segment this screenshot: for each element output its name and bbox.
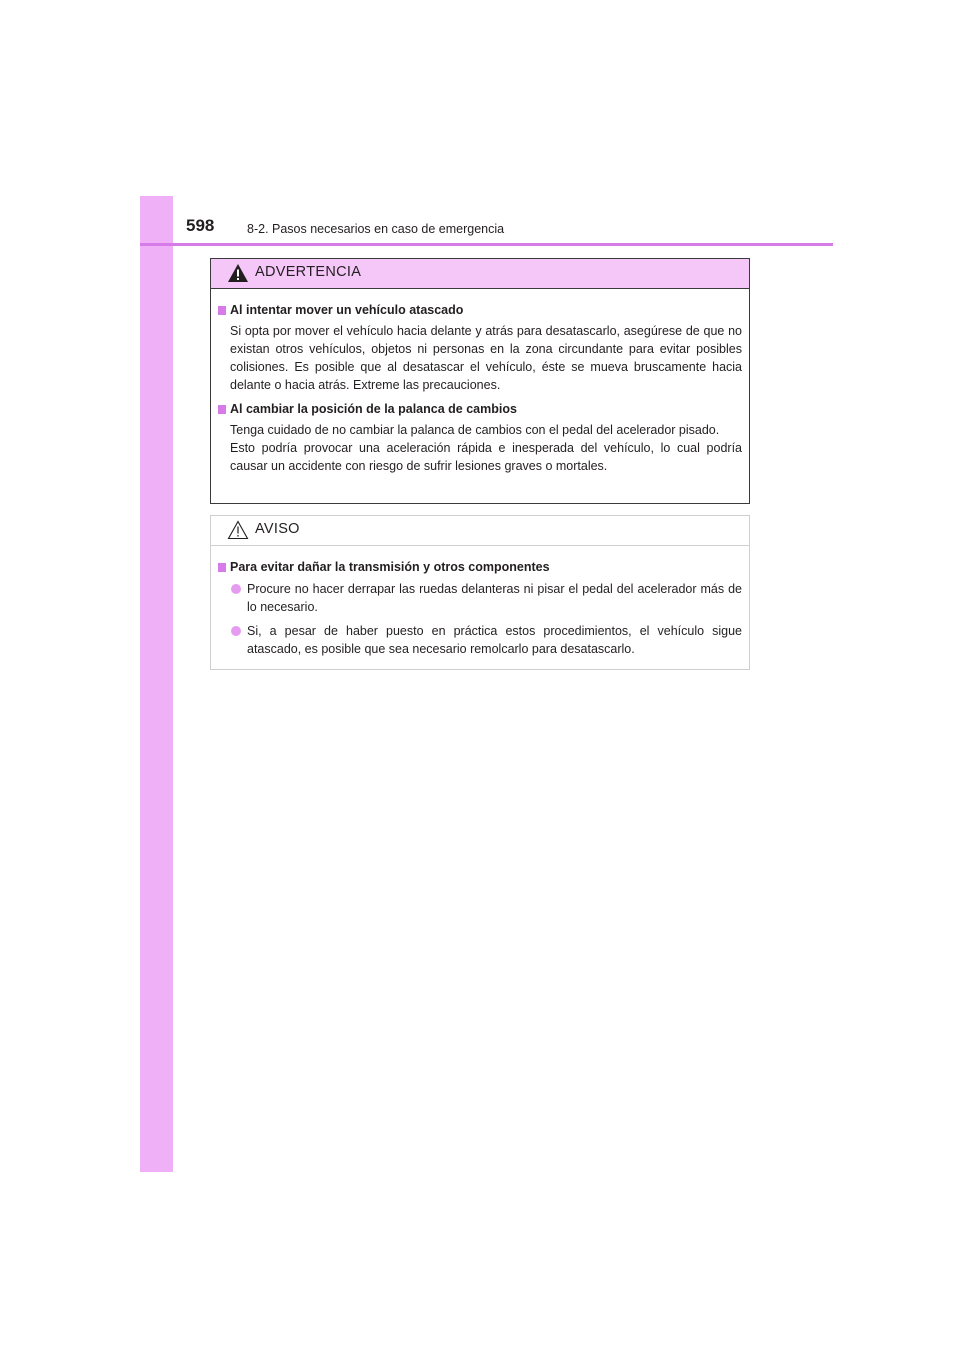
warning-body xyxy=(211,289,749,475)
notice-bullet-text: Procure no hacer derrapar las ruedas delanteras ni pisar el pedal del acelerador más de lo necesario. xyxy=(247,582,742,614)
warning-triangle-outline-icon xyxy=(227,520,249,540)
warning-paragraph: Si opta por mover el vehículo hacia delante y atrás para desatascarlo, asegúrese de que no existan otros vehículos, objetos ni personas en la zona circundante para evitar posibles colisiones. Es posible que al desatascar el vehículo, éste se mueva bruscamente hacia delante o hacia atrás. Extreme las precauciones. xyxy=(230,324,742,392)
notice-item-title-text: Para evitar dañar la transmisión y otros componentes xyxy=(230,560,550,574)
warning-item-title xyxy=(218,301,742,320)
warning-box xyxy=(210,258,750,504)
section-title: 8-2. Pasos necesarios en caso de emergencia xyxy=(247,222,505,236)
notice-box xyxy=(210,515,750,670)
warning-triangle-filled-icon xyxy=(227,263,249,283)
warning-label: ADVERTENCIA xyxy=(255,264,362,280)
warning-paragraph: Esto podría provocar una aceleración rápida e inesperada del vehículo, lo cual podría causar un accidente con riesgo de sufrir lesiones graves o mortales. xyxy=(230,441,742,473)
round-bullet-icon xyxy=(231,626,241,636)
header-rule xyxy=(140,243,833,246)
warning-item-title-text: Al cambiar la posición de la palanca de cambios xyxy=(230,402,517,416)
square-bullet-icon xyxy=(218,306,226,315)
notice-header xyxy=(211,516,749,546)
warning-paragraph: Tenga cuidado de no cambiar la palanca de cambios con el pedal del acelerador pisado. xyxy=(230,423,720,437)
square-bullet-icon xyxy=(218,405,226,414)
warning-item-title-text: Al intentar mover un vehículo atascado xyxy=(230,303,464,317)
warning-item-title xyxy=(218,400,742,419)
notice-item-title xyxy=(218,558,742,577)
notice-label: AVISO xyxy=(255,521,300,537)
notice-body xyxy=(211,546,749,658)
warning-header xyxy=(211,259,749,289)
notice-bullet xyxy=(218,622,742,658)
chapter-side-tab xyxy=(140,196,173,1172)
notice-bullet-text: Si, a pesar de haber puesto en práctica estos procedimientos, el vehículo sigue atascado, es posible que sea necesario remolcarlo para desatascarlo. xyxy=(247,624,742,656)
page-number: 598 xyxy=(186,216,215,235)
round-bullet-icon xyxy=(231,584,241,594)
notice-bullet xyxy=(218,580,742,616)
square-bullet-icon xyxy=(218,563,226,572)
